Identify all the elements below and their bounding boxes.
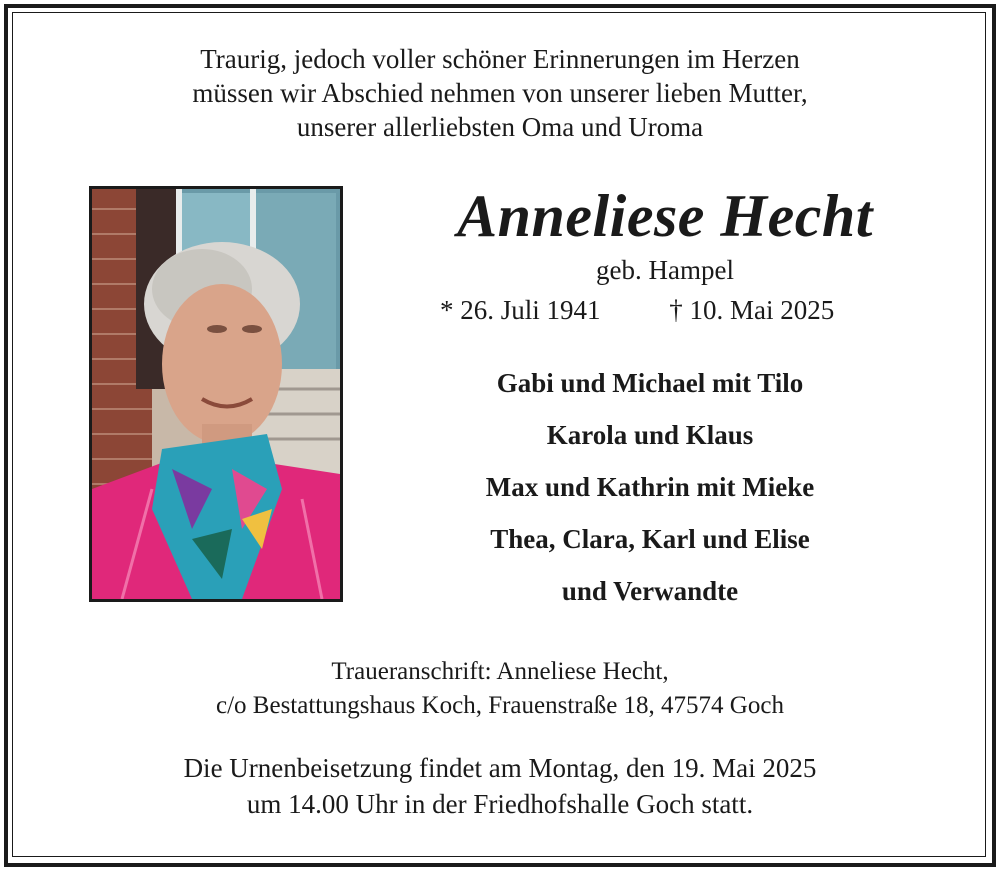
birth-date: * 26. Juli 1941 bbox=[440, 295, 601, 325]
portrait-photo bbox=[89, 186, 343, 602]
burial-line-2: um 14.00 Uhr in der Friedhofshalle Goch statt. bbox=[246, 789, 754, 819]
deceased-name: Anneliese Hecht bbox=[457, 183, 873, 249]
mourner-line: Gabi und Michael mit Tilo bbox=[496, 368, 804, 398]
intro-line-3: unserer allerliebsten Oma und Uroma bbox=[296, 112, 704, 142]
mourner-line: und Verwandte bbox=[561, 576, 739, 606]
intro-line-1: Traurig, jedoch voller schöner Erinnerungen im Herzen bbox=[200, 44, 800, 74]
intro-text bbox=[0, 42, 1000, 144]
mourners-list bbox=[340, 357, 960, 617]
mourner-line: Max und Kathrin mit Mieke bbox=[485, 472, 815, 502]
mourner-line: Thea, Clara, Karl und Elise bbox=[490, 524, 810, 554]
burial-line-1: Die Urnenbeisetzung findet am Montag, den 19. Mai 2025 bbox=[183, 753, 817, 783]
address-line-1: Traueranschrift: Anneliese Hecht, bbox=[331, 658, 669, 685]
maiden-name: geb. Hampel bbox=[596, 255, 734, 285]
mourning-address bbox=[0, 655, 1000, 723]
address-line-2: c/o Bestattungshaus Koch, Frauenstraße 18, 47574 Goch bbox=[216, 692, 784, 719]
intro-line-2: müssen wir Abschied nehmen von unserer lieben Mutter, bbox=[192, 78, 808, 108]
mourner-line: Karola und Klaus bbox=[546, 420, 754, 450]
life-dates bbox=[440, 293, 834, 327]
death-date: † 10. Mai 2025 bbox=[669, 295, 835, 325]
burial-notice bbox=[0, 750, 1000, 822]
